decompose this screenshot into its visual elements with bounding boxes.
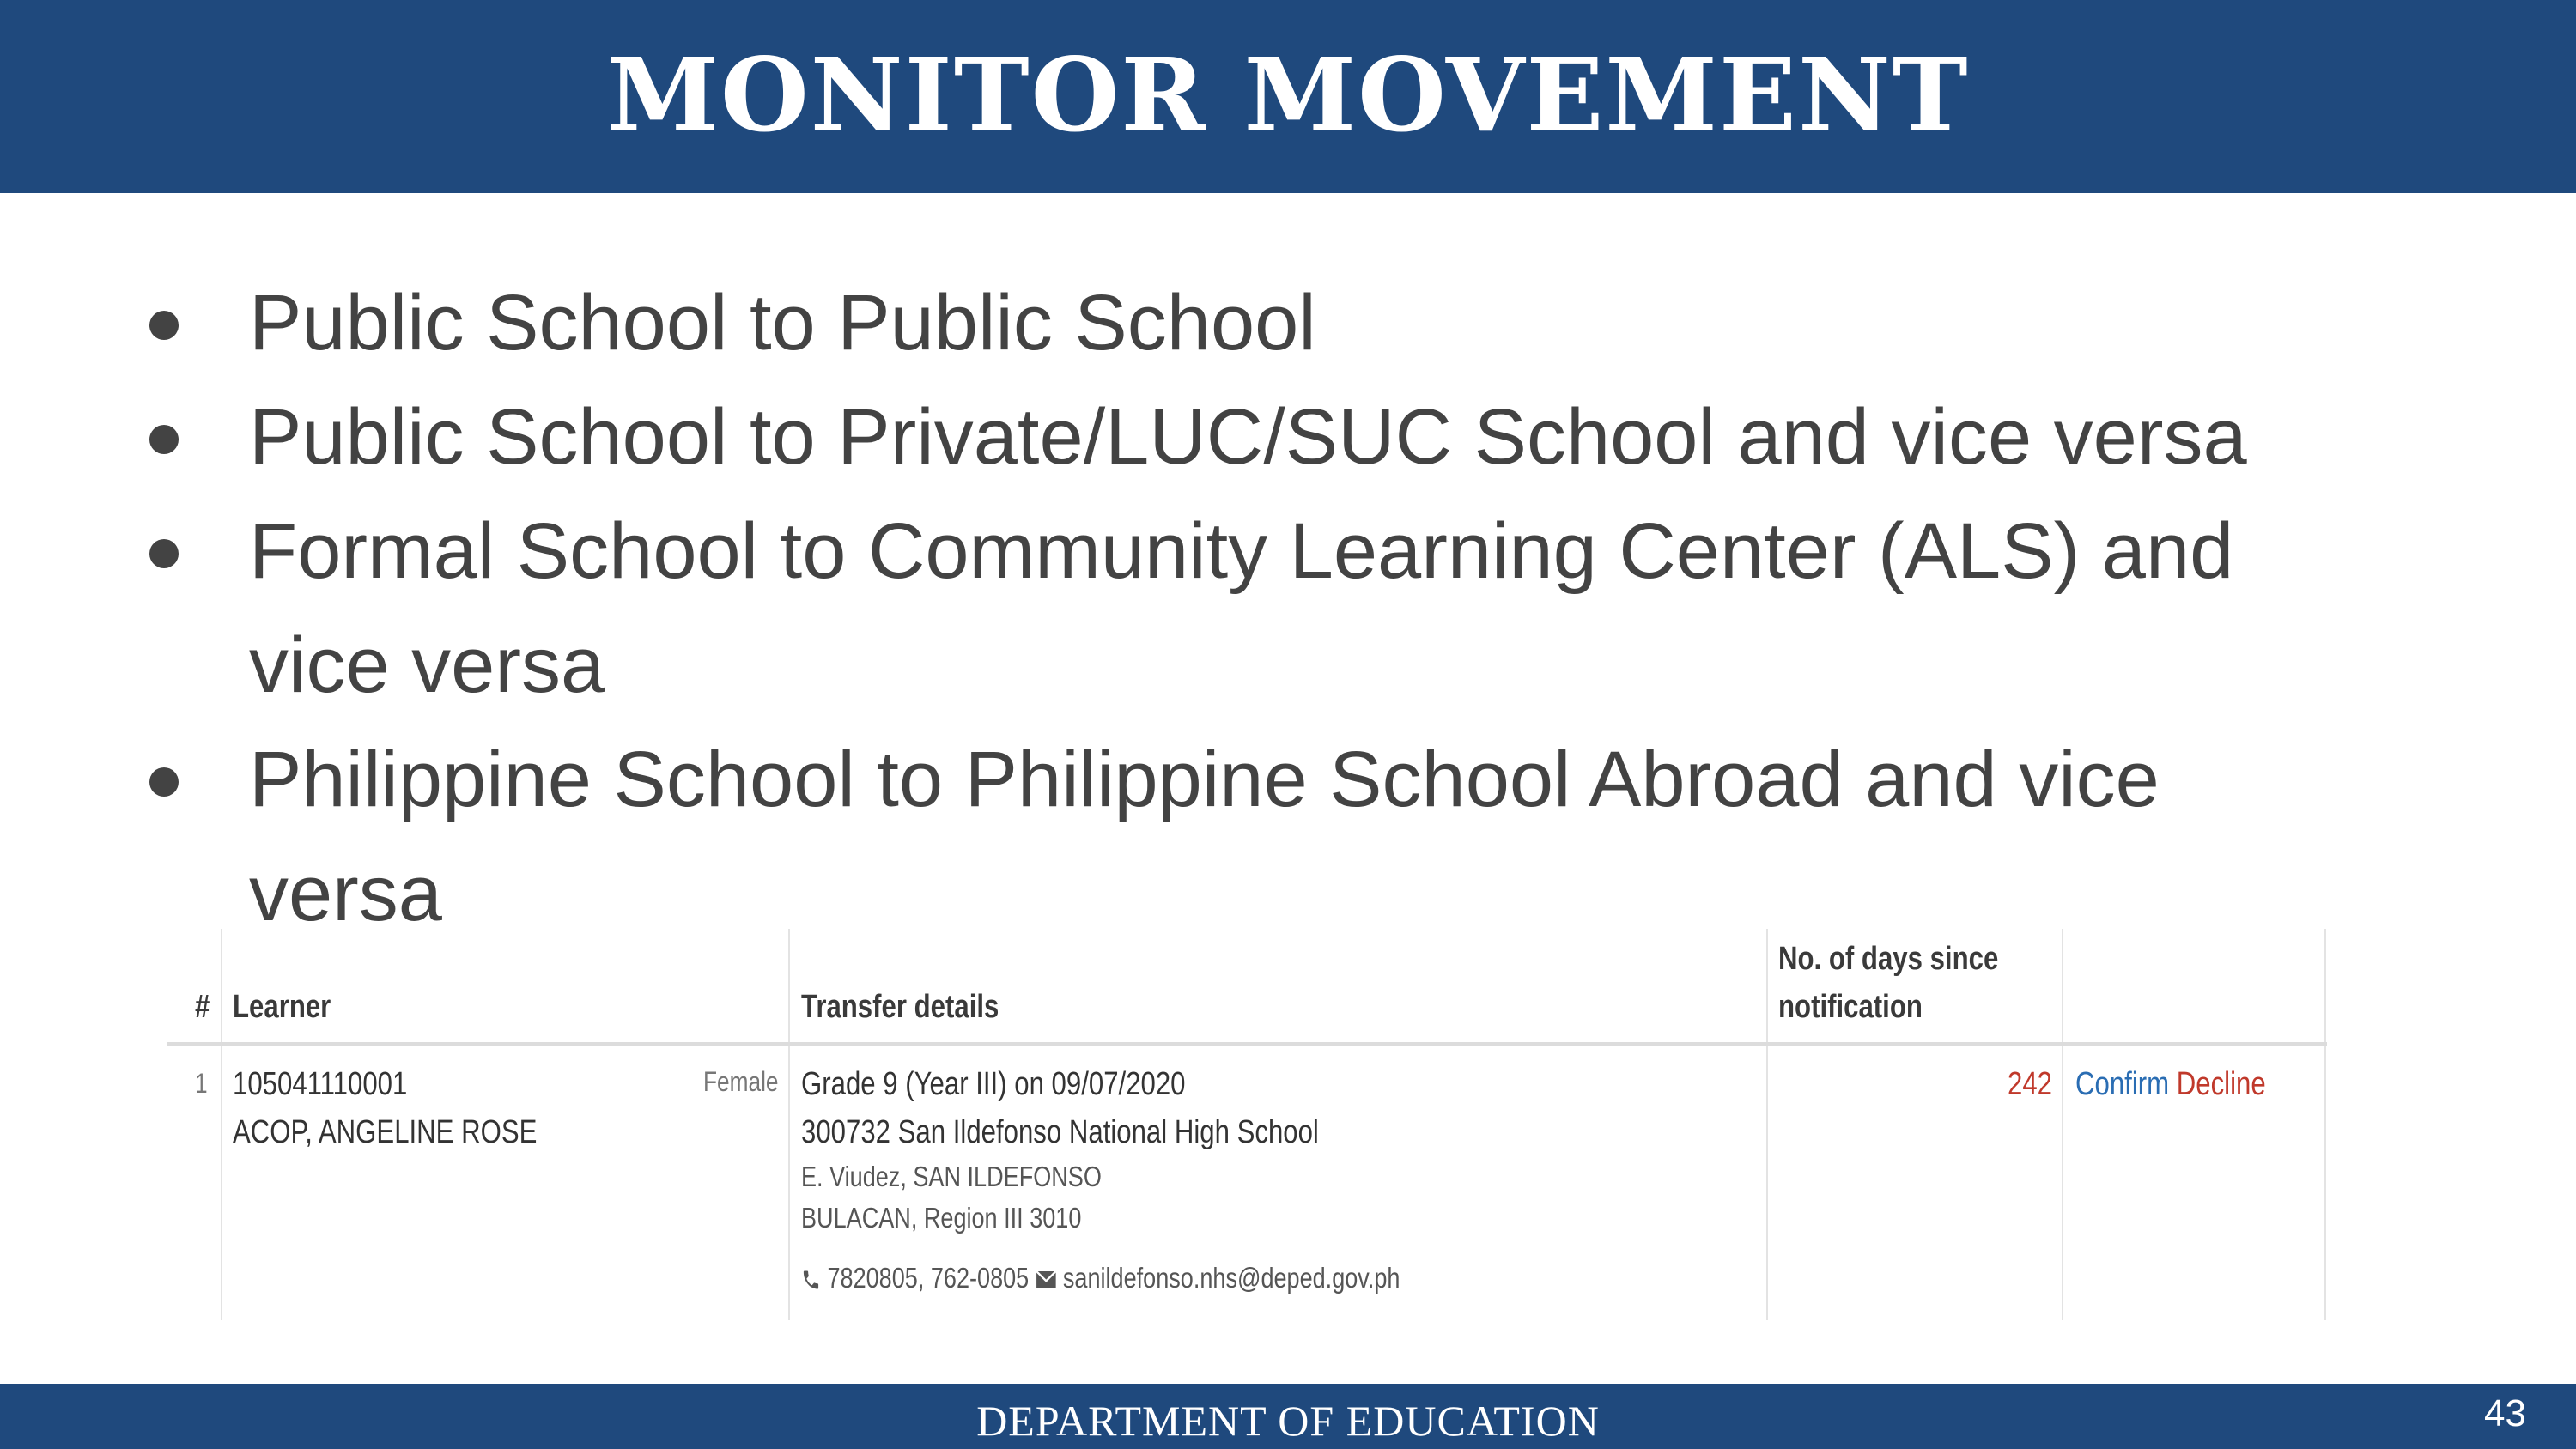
header-rule — [167, 1042, 2327, 1046]
confirm-link[interactable]: Confirm — [2075, 1066, 2170, 1102]
learner-lrn: 105041110001 — [233, 1066, 408, 1102]
school-phone: 7820805, 762-0805 — [827, 1262, 1030, 1294]
bullet-text: Public School to Public School — [249, 279, 1316, 367]
footer-text: DEPARTMENT OF EDUCATION — [976, 1397, 1600, 1445]
bullet-text: Philippine School to Philippine School Abroad and vice — [249, 736, 2160, 823]
bullet-item — [137, 494, 2421, 609]
bullet-item — [137, 266, 2421, 380]
column-divider — [2324, 929, 2326, 1320]
column-divider — [788, 929, 790, 1320]
header-num: # — [195, 989, 210, 1025]
learner-name: ACOP, ANGELINE ROSE — [233, 1114, 538, 1150]
bullet-item — [137, 380, 2421, 494]
learner-gender: Female — [703, 1066, 779, 1097]
header-days-line2: notification — [1778, 989, 1923, 1025]
days-since-notification: 242 — [2008, 1066, 2052, 1102]
bullet-text: vice versa — [249, 621, 605, 709]
bullet-continuation — [137, 609, 2421, 723]
row-number: 1 — [195, 1068, 208, 1099]
bullet-text: Formal School to Community Learning Center (ALS) and — [249, 507, 2234, 595]
school-email[interactable]: sanildefonso.nhs@deped.gov.ph — [1062, 1262, 1400, 1294]
header-learner: Learner — [233, 989, 331, 1025]
bullet-text: versa — [249, 850, 442, 937]
page-number: 43 — [2484, 1392, 2526, 1434]
bullet-dot-icon — [149, 311, 179, 340]
slide-title: MONITOR MOVEMENT — [606, 34, 1970, 155]
bullet-dot-icon — [149, 425, 179, 454]
email-icon — [1036, 1269, 1057, 1291]
header-days-line1: No. of days since — [1778, 941, 1999, 977]
row-actions — [2075, 1066, 2266, 1103]
decline-link[interactable]: Decline — [2176, 1066, 2266, 1102]
phone-icon — [801, 1267, 821, 1293]
bullet-dot-icon — [149, 539, 179, 568]
bullet-dot-icon — [149, 767, 179, 797]
school-address-line1: E. Viudez, SAN ILDEFONSO — [801, 1161, 1102, 1192]
transfer-school: 300732 San Ildefonso National High School — [801, 1114, 1319, 1150]
header-transfer-details: Transfer details — [801, 989, 999, 1025]
slide-footer — [0, 1384, 2576, 1449]
bullet-item — [137, 723, 2421, 837]
transfer-grade: Grade 9 (Year III) on 09/07/2020 — [801, 1066, 1186, 1102]
bullet-list — [137, 266, 2421, 951]
school-address-line2: BULACAN, Region III 3010 — [801, 1202, 1082, 1234]
school-contact — [801, 1262, 1400, 1294]
slide-header — [0, 0, 2576, 193]
column-divider — [221, 929, 222, 1320]
column-divider — [1766, 929, 1768, 1320]
bullet-text: Public School to Private/LUC/SUC School and vice versa — [249, 393, 2247, 481]
transfer-table — [167, 929, 2327, 1320]
column-divider — [2062, 929, 2063, 1320]
